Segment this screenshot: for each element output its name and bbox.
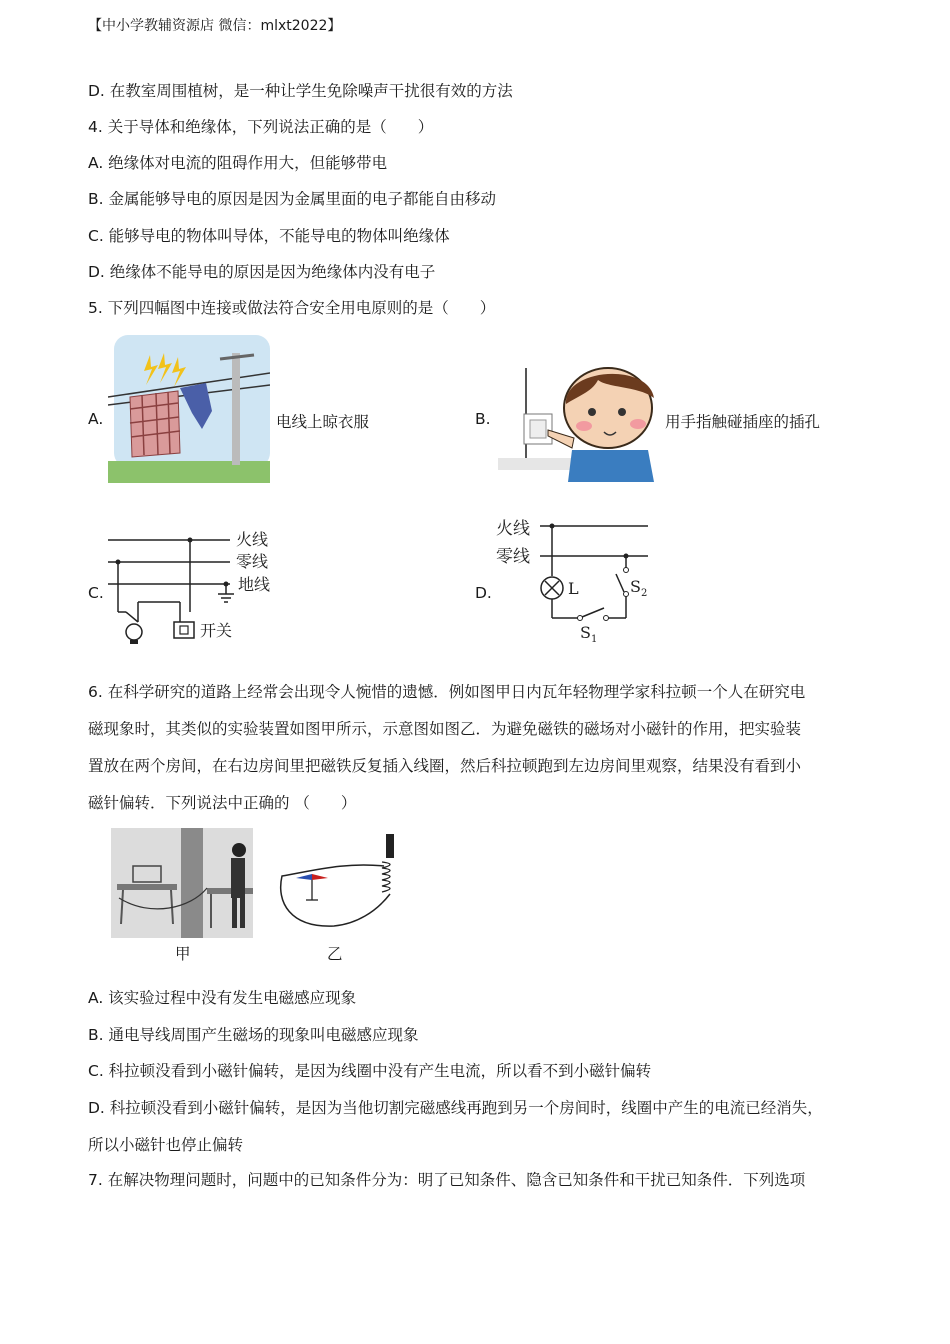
q4-option-d: D. 绝缘体不能导电的原因是因为绝缘体内没有电子 bbox=[88, 263, 436, 281]
d-switch1-label: $S_1$ bbox=[580, 623, 598, 644]
figure-yi-caption: 乙 bbox=[327, 945, 343, 963]
d-neutral-line-label: 零线 bbox=[496, 547, 530, 567]
d-switch2-label: $S_2$ bbox=[630, 577, 648, 599]
circuit-diagram-c bbox=[104, 528, 284, 648]
q6-stem-line1: 6. 在科学研究的道路上经常会出现令人惋惜的遗憾．例如图甲日内瓦年轻物理学家科拉顿一个人在研究电 bbox=[88, 683, 806, 701]
d-lamp-label: L bbox=[568, 579, 579, 598]
q5-d-letter: D. bbox=[475, 584, 492, 602]
q4-option-b: B. 金属能够导电的原因是因为金属里面的电子都能自由移动 bbox=[88, 190, 496, 208]
c-switch-label: 开关 bbox=[200, 621, 233, 640]
q4-option-c: C. 能够导电的物体叫导体，不能导电的物体叫绝缘体 bbox=[88, 227, 450, 245]
figure-jia-caption: 甲 bbox=[175, 945, 191, 963]
clothes-on-wire-illustration bbox=[108, 333, 270, 483]
c-neutral-line-label: 零线 bbox=[236, 552, 269, 571]
q3-option-d: D. 在教室周围植树，是一种让学生免除噪声干扰很有效的方法 bbox=[88, 82, 513, 100]
q5-stem: 5. 下列四幅图中连接或做法符合安全用电原则的是（ ） bbox=[88, 299, 496, 317]
q6-stem-line4: 磁针偏转．下列说法中正确的 （ ） bbox=[88, 794, 357, 812]
q6-option-b: B. 通电导线周围产生磁场的现象叫电磁感应现象 bbox=[88, 1026, 419, 1044]
q5-c-letter: C. bbox=[88, 584, 104, 602]
d-fire-line-label: 火线 bbox=[496, 519, 530, 539]
c-fire-line-label: 火线 bbox=[236, 530, 269, 549]
q4-option-a: A. 绝缘体对电流的阻碍作用大，但能够带电 bbox=[88, 154, 388, 172]
q4-stem: 4. 关于导体和绝缘体，下列说法正确的是（ ） bbox=[88, 118, 434, 136]
q5-b-letter: B. bbox=[475, 410, 491, 428]
q5-a-letter: A. bbox=[88, 410, 104, 428]
q6-stem-line2: 磁现象时，其类似的实验装置如图甲所示，示意图如图乙．为避免磁铁的磁场对小磁针的作用，把实验装 bbox=[88, 720, 802, 738]
q5-a-caption: 电线上晾衣服 bbox=[276, 413, 370, 431]
colladon-schematic-diagram bbox=[276, 832, 406, 942]
q6-stem-line3: 置放在两个房间，在右边房间里把磁铁反复插入线圈，然后科拉顿跑到左边房间里观察，结果没有看到小 bbox=[88, 757, 802, 775]
q6-option-d-line2: 所以小磁针也停止偏转 bbox=[88, 1136, 244, 1154]
colladon-experiment-photo bbox=[111, 828, 253, 938]
page-header: 【中小学教辅资源店 微信：mlxt2022】 bbox=[88, 18, 342, 34]
q6-option-c: C. 科拉顿没看到小磁针偏转，是因为线圈中没有产生电流，所以看不到小磁针偏转 bbox=[88, 1062, 652, 1080]
q6-option-a: A. 该实验过程中没有发生电磁感应现象 bbox=[88, 989, 357, 1007]
child-touching-socket-illustration bbox=[498, 358, 660, 486]
q6-option-d-line1: D. 科拉顿没看到小磁针偏转，是因为当他切割完磁感线再跑到另一个房间时，线圈中产生的电流已经消失， bbox=[88, 1099, 823, 1117]
c-ground-line-label: 地线 bbox=[238, 575, 271, 594]
circuit-diagram-d bbox=[494, 514, 654, 644]
q7-stem: 7. 在解决物理问题时，问题中的已知条件分为：明了已知条件、隐含已知条件和干扰已知条件．下列选项 bbox=[88, 1171, 806, 1189]
q5-b-caption: 用手指触碰插座的插孔 bbox=[665, 413, 821, 431]
